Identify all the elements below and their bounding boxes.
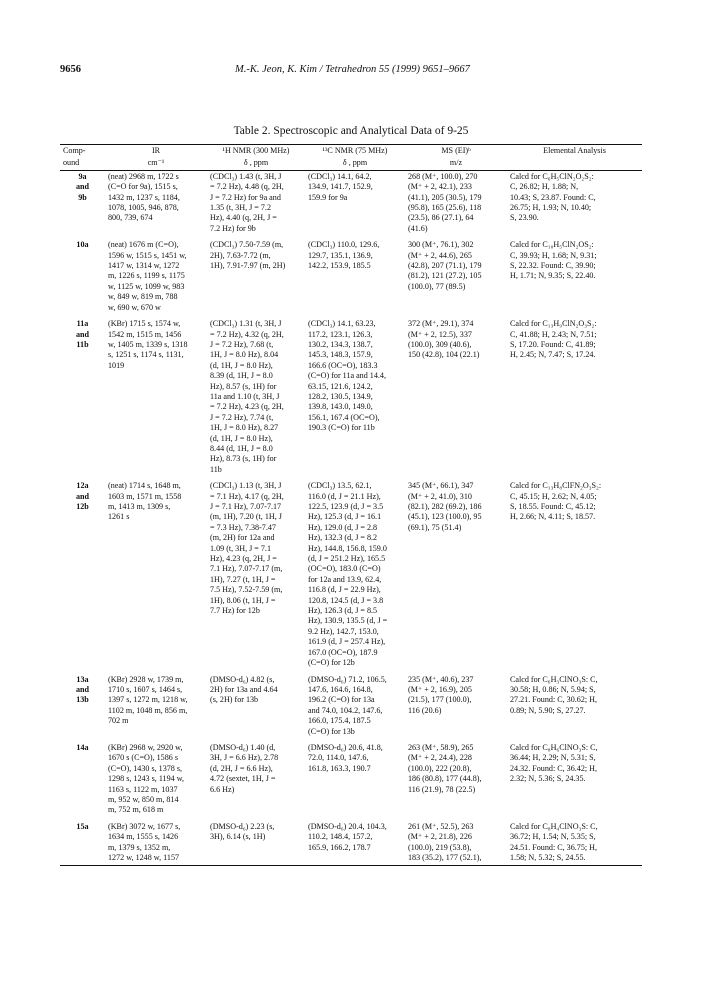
table-row — [60, 816, 642, 866]
cell-line: 4.72 (sextet, 1H, J = — [210, 774, 276, 784]
table-row — [60, 170, 642, 234]
cell-line: (CDCl₃) 1.13 (t, 3H, J — [210, 481, 282, 491]
compound-cell — [60, 816, 105, 866]
cell-line: Hz), 4.40 (q, 2H, J = — [210, 213, 277, 223]
table-row — [60, 313, 642, 475]
cell-line: 166.6 (OC=O), 183.3 — [308, 360, 378, 370]
cell-line: 30.58; H, 0.86; N, 5.94; S, — [510, 684, 596, 694]
ir-cell — [105, 816, 207, 866]
cell-line: 235 (M⁺, 40.6), 237 — [408, 674, 474, 684]
cell-line: w, 1125 w, 1099 w, 983 — [108, 281, 185, 291]
c-nmr-cell — [305, 313, 405, 475]
cell-line: 2H), 7.63-7.72 (m, — [210, 250, 271, 260]
cell-line: 3H), 6.14 (s, 1H) — [210, 832, 266, 842]
cell-line: 7.7 Hz) for 12b — [210, 606, 260, 616]
cell-line: 1272 w, 1248 w, 1157 — [108, 853, 180, 862]
cell-line: 139.8, 143.0, 149.0, — [308, 402, 373, 412]
cell-line: 161.9 (d, J = 257.4 Hz), — [308, 637, 386, 647]
elemental-cell — [507, 475, 642, 668]
cell-line: 190.3 (C=O) for 11b — [308, 423, 375, 433]
cell-line: m, 1226 s, 1199 s, 1175 — [108, 271, 185, 281]
cell-line: 1.35 (t, 3H, J = 7.2 — [210, 203, 271, 213]
ir-cell — [105, 313, 207, 475]
cell-line: J = 7.1 Hz), 7.07-7.17 — [210, 502, 282, 511]
column-subheader-ir: cm⁻¹ — [105, 157, 207, 170]
cell-line: 12b — [76, 502, 89, 511]
cell-line: (neat) 2968 m, 1722 s — [108, 171, 179, 181]
ms-cell — [405, 313, 507, 475]
cell-line: Calcd for C₈H₆ClNO₃S: C, — [510, 742, 598, 752]
cell-line: 15a — [76, 821, 89, 831]
cell-line: Calcd for C₁₃H₈ClFN₂O₃S₂: — [510, 481, 602, 491]
cell-line: 1432 m, 1237 s, 1184, — [108, 192, 180, 202]
cell-line: (M⁺ + 2, 21.8), 226 — [408, 832, 472, 842]
table-row — [60, 234, 642, 313]
cell-line: (CDCl₃) 14.1, 63.23, — [308, 319, 376, 329]
cell-line: 128.2, 130.5, 134.9, — [308, 391, 373, 401]
cell-line: (69.1), 75 (51.4) — [408, 522, 462, 532]
cell-line: (CDCl₃) 110.0, 129.6, — [308, 240, 380, 250]
compound-cell — [60, 669, 105, 737]
cell-line: Hz), 125.3 (d, J = 16.1 — [308, 512, 382, 522]
cell-line: 1H, J = 8.0 Hz), 8.27 — [210, 423, 279, 433]
cell-line: (DMSO-d₆) 71.2, 106.5, — [308, 674, 387, 684]
cell-line: (42.8), 207 (71.1), 179 — [408, 261, 482, 271]
cell-line: Hz), 129.0 (d, J = 2.8 — [308, 522, 378, 532]
c-nmr-cell — [305, 669, 405, 737]
cell-line: 167.0 (OC=O), 187.9 — [308, 647, 378, 657]
cell-line: = 7.3 Hz), 7.38-7.47 — [210, 522, 276, 532]
cell-line: (41.6) — [408, 223, 428, 233]
compound-cell — [60, 234, 105, 313]
cell-line: 800, 739, 674 — [108, 213, 153, 223]
cell-line: (21.5), 177 (100.0), — [408, 695, 472, 705]
cell-line: s, 1251 s, 1174 s, 1131, — [108, 350, 184, 360]
cell-line: and — [75, 684, 90, 694]
cell-line: (d, 1H, J = 8.0 Hz), — [210, 360, 273, 370]
cell-line: 1H), 7.91-7.97 (m, 2H) — [210, 261, 286, 271]
cell-line: J = 7.2 Hz), 7.68 (t, — [210, 339, 274, 349]
cell-line: 156.1, 167.4 (OC=O), — [308, 412, 380, 422]
cell-line: (KBr) 1715 s, 1574 w, — [108, 319, 181, 329]
cell-line: 120.8, 124.5 (d, J = 3.8 — [308, 595, 384, 605]
cell-line: 268 (M⁺, 100.0), 270 — [408, 171, 478, 181]
cell-line: 263 (M⁺, 58.9), 265 — [408, 742, 474, 752]
cell-line: 1078, 1005, 946, 878, — [108, 203, 179, 213]
page-header — [60, 64, 660, 80]
cell-line: (M⁺ + 2, 44.6), 265 — [408, 250, 472, 260]
cell-line: 129.7, 135.1, 136.9, — [308, 250, 373, 260]
cell-line: (100.0), 77 (89.5) — [408, 281, 466, 291]
cell-line: 110.2, 148.4, 157.2, — [308, 832, 373, 842]
cell-line: H, 2.66; N, 4.11; S, 18.57. — [510, 512, 596, 522]
cell-line: (23.5), 86 (27.1), 64 — [408, 213, 474, 223]
cell-line: 1.09 (t, 3H, J = 7.1 — [210, 543, 271, 553]
h-nmr-cell — [207, 669, 305, 737]
column-header-h-nmr: ¹H NMR (300 MHz) — [207, 145, 305, 158]
cell-line: 1261 s — [108, 512, 130, 522]
cell-line: (DMSO-d₆) 2.23 (s, — [210, 821, 275, 831]
column-subheader-compound: ound — [60, 157, 105, 170]
cell-line: (KBr) 2968 w, 2920 w, — [108, 742, 183, 752]
cell-line: 24.51. Found: C, 36.75; H, — [510, 842, 598, 852]
cell-line: 165.9, 166.2, 178.7 — [308, 842, 371, 852]
cell-line: 1298 s, 1243 s, 1194 w, — [108, 774, 185, 784]
cell-line: (M⁺ + 2, 16.9), 205 — [408, 684, 472, 694]
cell-line: 12a — [76, 481, 89, 491]
cell-line: 1.58; N, 5.32; S, 24.55. — [510, 853, 586, 862]
c-nmr-cell — [305, 170, 405, 234]
c-nmr-cell — [305, 234, 405, 313]
cell-line: 8.39 (d, 1H, J = 8.0 — [210, 371, 273, 381]
cell-line: 24.32. Found: C, 36.42; H, — [510, 763, 598, 773]
cell-line: (CDCl₃) 1.31 (t, 3H, J — [210, 319, 282, 329]
column-header-ir: IR — [105, 145, 207, 158]
cell-line: 10a — [76, 240, 89, 250]
cell-line: 261 (M⁺, 52.5), 263 — [408, 821, 474, 831]
table-row — [60, 737, 642, 816]
cell-line: = 7.2 Hz), 4.23 (q, 2H, — [210, 402, 284, 412]
cell-line: (M⁺ + 2, 24.4), 228 — [408, 753, 472, 763]
table-body — [60, 170, 642, 866]
cell-line: 117.2, 123.1, 126.3, — [308, 329, 373, 339]
cell-line: 116 (20.6) — [408, 705, 442, 715]
cell-line: Hz), 8.73 (s, 1H) for — [210, 454, 277, 464]
cell-line: (100.0), 219 (53.8), — [408, 842, 472, 852]
page-number: 9656 — [60, 64, 81, 75]
cell-line: (100.0), 309 (40.6), — [408, 339, 472, 349]
cell-line: 9.2 Hz), 142.7, 153.0, — [308, 626, 379, 636]
cell-line: (M⁺ + 2, 41.0), 310 — [408, 491, 472, 501]
cell-line: 372 (M⁺, 29.1), 374 — [408, 319, 474, 329]
ms-cell — [405, 669, 507, 737]
cell-line: C, 45.15; H, 2.62; N, 4.05; — [510, 491, 597, 501]
cell-line: (M⁺ + 2, 12.5), 337 — [408, 329, 472, 339]
cell-line: Hz), 132.3 (d, J = 8.2 — [308, 533, 378, 543]
cell-line: 1102 m, 1048 m, 856 m, — [108, 705, 188, 715]
cell-line: 300 (M⁺, 76.1), 302 — [408, 240, 474, 250]
cell-line: 13a — [76, 674, 89, 684]
header-row — [60, 145, 642, 158]
cell-line: 196.2 (C=O) for 13a — [308, 695, 375, 705]
c-nmr-cell — [305, 475, 405, 668]
cell-line: 166.0, 175.4, 187.5 — [308, 716, 371, 726]
column-subheader-h-nmr: δ , ppm — [207, 157, 305, 170]
elemental-cell — [507, 737, 642, 816]
cell-line: 11a — [76, 319, 89, 329]
cell-line: 1596 w, 1515 s, 1451 w, — [108, 250, 187, 260]
cell-line: = 7.1 Hz), 4.17 (q, 2H, — [210, 491, 284, 501]
cell-line: 159.9 for 9a — [308, 192, 348, 202]
cell-line: = 7.2 Hz), 4.48 (q, 2H, — [210, 182, 284, 192]
cell-line: m, 1379 s, 1352 m, — [108, 842, 171, 852]
cell-line: (d, 2H, J = 6.6 Hz), — [210, 763, 273, 773]
cell-line: 0.89; N, 5.90; S, 27.27. — [510, 705, 586, 715]
cell-line: Calcd for C₆H₃ClNO₃S: C, — [510, 674, 598, 684]
cell-line: (d, 1H, J = 8.0 Hz), — [210, 433, 273, 443]
cell-line: w, 690 w, 670 w — [108, 302, 161, 312]
cell-line: and — [75, 182, 90, 192]
cell-line: 1634 m, 1555 s, 1426 — [108, 832, 179, 842]
cell-line: (DMSO-d₆) 20.6, 41.8, — [308, 742, 383, 752]
cell-line: (CDCl₃) 14.1, 64.2, — [308, 171, 372, 181]
column-header-elemental: Elemental Analysis — [507, 145, 642, 158]
compound-cell — [60, 737, 105, 816]
cell-line: (100.0), 222 (20.8), — [408, 763, 472, 773]
cell-line: (C=O), 1430 s, 1378 s, — [108, 763, 183, 773]
ir-cell — [105, 234, 207, 313]
cell-line: (neat) 1676 m (C=O), — [108, 240, 179, 250]
h-nmr-cell — [207, 816, 305, 866]
cell-line: (C=O) for 13b — [308, 726, 355, 736]
cell-line: 3H, J = 6.6 Hz), 2.78 — [210, 753, 279, 763]
running-title: M.-K. Jeon, K. Kim / Tetrahedron 55 (1999) 9651–9667 — [235, 64, 470, 75]
cell-line: 1417 w, 1314 w, 1272 — [108, 261, 180, 271]
cell-line: 6.6 Hz) — [210, 784, 235, 794]
cell-line: (81.2), 121 (27.2), 105 — [408, 271, 482, 281]
column-header-compound: Comp- — [60, 145, 105, 158]
cell-line: 1670 s (C=O), 1586 s — [108, 753, 178, 763]
cell-line: 116.0 (d, J = 21.1 Hz), — [308, 491, 381, 501]
table-caption: Table 2. Spectroscopic and Analytical Data of 9-25 — [233, 125, 469, 137]
cell-line: m, 752 m, 618 m — [108, 805, 164, 815]
cell-line: and 74.0, 104.2, 147.6, — [308, 705, 383, 715]
ms-cell — [405, 234, 507, 313]
cell-line: 1397 s, 1272 m, 1218 w, — [108, 695, 188, 705]
cell-line: H, 2.45; N, 7.47; S, 17.24. — [510, 350, 596, 360]
cell-line: m, 952 w, 850 m, 814 — [108, 794, 179, 804]
cell-line: 116.8 (d, J = 22.9 Hz), — [308, 585, 381, 595]
cell-line: (d, J = 251.2 Hz), 165.5 — [308, 554, 386, 564]
elemental-cell — [507, 669, 642, 737]
cell-line: w, 849 w, 819 m, 788 — [108, 292, 178, 302]
ms-cell — [405, 737, 507, 816]
cell-line: (C=O) for 11a and 14.4, — [308, 371, 386, 381]
c-nmr-cell — [305, 737, 405, 816]
h-nmr-cell — [207, 234, 305, 313]
compound-cell — [60, 170, 105, 234]
h-nmr-cell — [207, 737, 305, 816]
cell-line: (neat) 1714 s, 1648 m, — [108, 481, 181, 491]
cell-line: (KBr) 3072 w, 1677 s, — [108, 821, 181, 831]
cell-line: 72.0, 114.0, 147.6, — [308, 753, 369, 763]
ms-cell — [405, 170, 507, 234]
cell-line: Hz), 4.23 (q, 2H, J = — [210, 554, 277, 564]
c-nmr-cell — [305, 816, 405, 866]
cell-line: (C=O for 9a), 1515 s, — [108, 182, 178, 192]
cell-line: Calcd for C₁₀H₅ClN₂OS₂: — [510, 240, 594, 250]
cell-line: 11b — [76, 339, 89, 349]
spectroscopic-data-table — [60, 144, 642, 866]
cell-line: 11a and 1.10 (t, 3H, J — [210, 391, 280, 401]
cell-line: and — [75, 491, 90, 501]
cell-line: S, 17.20. Found: C, 41.89; — [510, 339, 596, 349]
ir-cell — [105, 737, 207, 816]
cell-line: (OC=O), 183.0 (C=O) — [308, 564, 381, 574]
cell-line: 8.44 (d, 1H, J = 8.0 — [210, 443, 273, 453]
cell-line: 27.21. Found: C, 30.62; H, — [510, 695, 598, 705]
cell-line: 11b — [210, 464, 222, 474]
cell-line: 1H, J = 8.0 Hz), 8.04 — [210, 350, 279, 360]
cell-line: 7.2 Hz) for 9b — [210, 223, 256, 233]
cell-line: 183 (35.2), 177 (52.1), — [408, 853, 482, 862]
cell-line: 142.2, 153.9, 185.5 — [308, 261, 371, 271]
cell-line: Calcd for C₈H₄ClNO₃S: C, — [510, 821, 598, 831]
cell-line: 36.44; H, 2.29; N, 5.31; S, — [510, 753, 596, 763]
column-subheader-elemental — [507, 157, 642, 170]
ms-cell — [405, 816, 507, 866]
cell-line: C, 41.88; H, 2.43; N, 7.51; — [510, 329, 597, 339]
ir-cell — [105, 170, 207, 234]
cell-line: 130.2, 134.3, 138.7, — [308, 339, 373, 349]
cell-line: (95.8), 165 (25.6), 118 — [408, 203, 482, 213]
table-row — [60, 669, 642, 737]
ms-cell — [405, 475, 507, 668]
cell-line: 26.75; H, 1.93; N, 10.40; — [510, 203, 592, 213]
elemental-cell — [507, 313, 642, 475]
cell-line: 1H), 7.27 (t, 1H, J = — [210, 574, 276, 584]
cell-line: (M⁺ + 2, 42.1), 233 — [408, 182, 472, 192]
cell-line: (CDCl₃) 7.50-7.59 (m, — [210, 240, 284, 250]
cell-line: 122.5, 123.9 (d, J = 3.5 — [308, 502, 384, 511]
cell-line: = 7.2 Hz), 4.32 (q, 2H, — [210, 329, 284, 339]
cell-line: S, 23.90. — [510, 213, 539, 223]
cell-line: Hz), 144.8, 156.8, 159.0 — [308, 543, 387, 553]
cell-line: (41.1), 205 (30.5), 179 — [408, 192, 482, 202]
elemental-cell — [507, 170, 642, 234]
cell-line: 36.72; H, 1.54; N, 5.35; S, — [510, 832, 596, 842]
cell-line: 345 (M⁺, 66.1), 347 — [408, 481, 474, 491]
cell-line: (DMSO-d₆) 1.40 (d, — [210, 742, 276, 752]
elemental-cell — [507, 234, 642, 313]
cell-line: 145.3, 148.3, 157.9, — [308, 350, 373, 360]
cell-line: C, 39.93; H, 1.68; N, 9.31; — [510, 250, 597, 260]
cell-line: 1710 s, 1607 s, 1464 s, — [108, 684, 183, 694]
cell-line: 186 (80.8), 177 (44.8), — [408, 774, 482, 784]
cell-line: 1019 — [108, 360, 125, 370]
column-subheader-c-nmr: δ , ppm — [305, 157, 405, 170]
h-nmr-cell — [207, 313, 305, 475]
column-subheader-ms: m/z — [405, 157, 507, 170]
cell-line: (m, 1H), 7.20 (t, 1H, J — [210, 512, 282, 522]
cell-line: 134.9, 141.7, 152.9, — [308, 182, 373, 192]
cell-line: S, 18.55. Found: C, 45.12; — [510, 502, 596, 511]
ir-cell — [105, 475, 207, 668]
cell-line: 702 m — [108, 716, 129, 726]
cell-line: (DMSO-d₆) 20.4, 104.3, — [308, 821, 387, 831]
cell-line: 9b — [78, 192, 87, 202]
cell-line: (CDCl₃) 1.43 (t, 3H, J — [210, 171, 282, 181]
cell-line: (C=O) for 12b — [308, 658, 355, 668]
cell-line: for 12a and 13.9, 62.4, — [308, 574, 382, 584]
cell-line: Hz), 130.9, 135.5 (d, J = — [308, 616, 388, 626]
cell-line: 147.6, 164.6, 164.8, — [308, 684, 373, 694]
cell-line: 2H) for 13a and 4.64 — [210, 684, 278, 694]
elemental-cell — [507, 816, 642, 866]
cell-line: 63.15, 121.6, 124.2, — [308, 381, 373, 391]
cell-line: m, 1413 m, 1309 s, — [108, 502, 171, 511]
cell-line: (s, 2H) for 13b — [210, 695, 259, 705]
cell-line: S, 22.32. Found: C, 39.90; — [510, 261, 596, 271]
compound-cell — [60, 313, 105, 475]
cell-line: (DMSO-d₆) 4.82 (s, — [210, 674, 275, 684]
cell-line: 1542 m, 1515 m, 1456 — [108, 329, 182, 339]
cell-line: Calcd for C₆H₅ClN₂O₂S₂: — [510, 171, 594, 181]
column-header-c-nmr: ¹³C NMR (75 MHz) — [305, 145, 405, 158]
compound-cell — [60, 475, 105, 668]
cell-line: (45.1), 123 (100.0), 95 — [408, 512, 482, 522]
cell-line: (CDCl₃) 13.5, 62.1, — [308, 481, 372, 491]
cell-line: J = 7.2 Hz) for 9a and — [210, 192, 281, 202]
table-row — [60, 475, 642, 668]
cell-line: and — [75, 329, 90, 339]
cell-line: 2.32; N, 5.36; S, 24.35. — [510, 774, 586, 784]
cell-line: 14a — [76, 742, 89, 752]
table-header — [60, 145, 642, 171]
h-nmr-cell — [207, 170, 305, 234]
cell-line: 1603 m, 1571 m, 1558 — [108, 491, 182, 501]
cell-line: Hz), 126.3 (d, J = 8.5 — [308, 606, 378, 616]
cell-line: 7.1 Hz), 7.07-7.17 (m, — [210, 564, 283, 574]
cell-line: (m, 2H) for 12a and — [210, 533, 275, 543]
header-row — [60, 157, 642, 170]
cell-line: Calcd for C₁₃H₉ClN₂O₃S₂: — [510, 319, 597, 329]
cell-line: w, 1405 m, 1339 s, 1318 — [108, 339, 188, 349]
cell-line: Hz), 8.57 (s, 1H) for — [210, 381, 277, 391]
cell-line: 10.43; S, 23.87. Found: C, — [510, 192, 596, 202]
cell-line: 1163 s, 1122 m, 1037 — [108, 784, 178, 794]
cell-line: J = 7.2 Hz), 7.74 (t, — [210, 412, 274, 422]
h-nmr-cell — [207, 475, 305, 668]
cell-line: (KBr) 2928 w, 1739 m, — [108, 674, 184, 684]
cell-line: 150 (42.8), 104 (22.1) — [408, 350, 480, 360]
cell-line: 1H), 8.06 (t, 1H, J = — [210, 595, 276, 605]
cell-line: C, 26.82; H, 1.88; N, — [510, 182, 579, 192]
cell-line: 7.5 Hz), 7.52-7.59 (m, — [210, 585, 283, 595]
ir-cell — [105, 669, 207, 737]
cell-line: 9a — [78, 171, 87, 181]
cell-line: 116 (21.9), 78 (22.5) — [408, 784, 476, 794]
cell-line: 13b — [76, 695, 89, 705]
column-header-ms: MS (EI)ᵇ — [405, 145, 507, 158]
cell-line: (82.1), 282 (69.2), 186 — [408, 502, 482, 511]
cell-line: H, 1.71; N, 9.35; S, 22.40. — [510, 271, 596, 281]
cell-line: 161.8, 163.3, 190.7 — [308, 763, 371, 773]
